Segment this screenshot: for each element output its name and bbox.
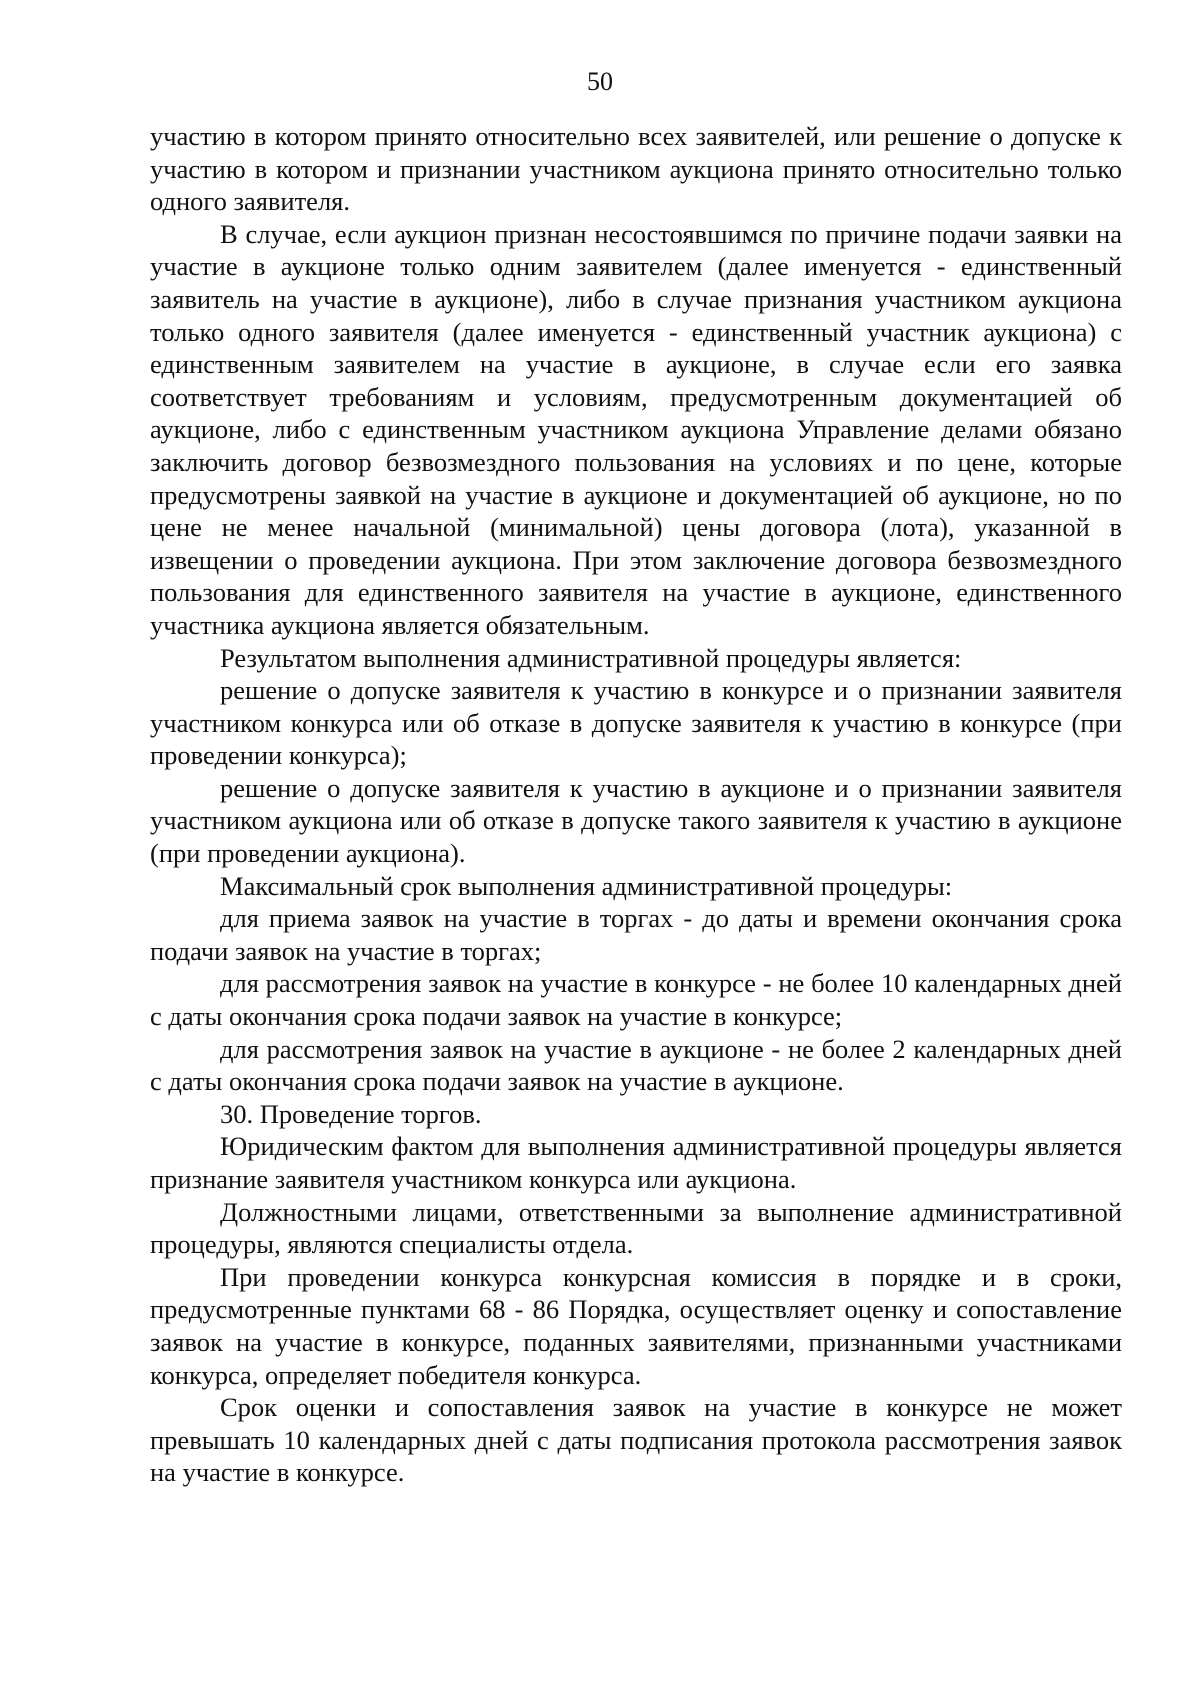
paragraph: Срок оценки и сопоставления заявок на участие в конкурсе не может превышать 10 календарных дней с даты подписания протокола рассмотрения заявок на участие в конкурсе.: [150, 1392, 1122, 1488]
paragraph: для рассмотрения заявок на участие в аукционе - не более 2 календарных дней с даты окончания срока подачи заявок на участие в аукционе.: [150, 1033, 1122, 1097]
paragraph: Максимальный срок выполнения административной процедуры:: [220, 870, 953, 901]
paragraph: для рассмотрения заявок на участие в конкурсе - не более 10 календарных дней с даты окончания срока подачи заявок на участие в конкурсе;: [150, 968, 1122, 1032]
paragraph: участию в котором принято относительно всех заявителей, или решение о допуске к участию в котором и признании участником аукциона принято относительно только одного заявителя.: [150, 121, 1122, 217]
paragraph: При проведении конкурса конкурсная комиссия в порядке и в сроки, предусмотренные пунктами 68 - 86 Порядка, осуществляет оценку и сопоставление заявок на участие в конкурсе, поданных заявителями, признанными участниками конкурса, определяет победителя конкурса.: [150, 1261, 1122, 1390]
document-body: [150, 120, 1122, 1489]
paragraph: В случае, если аукцион признан несостоявшимся по причине подачи заявки на участие в аукционе только одним заявителем (далее именуется - единственный заявитель на участие в аукционе), либо в случае признания участником аукциона только одного заявителя (далее именуется - единственный участник аукциона) с единственным заявителем на участие в аукционе, в случае если его заявка соответствует требованиям и условиям, предусмотренным документацией об аукционе, либо с единственным участником аукциона Управление делами обязано заключить договор безвозмездного пользования на условиях и по цене, которые предусмотрены заявкой на участие в аукционе и документацией об аукционе, но по цене не менее начальной (минимальной) цены договора (лота), указанной в извещении о проведении аукциона. При этом заключение договора безвозмездного пользования для единственного заявителя на участие в аукционе, единственного участника аукциона является обязательным.: [150, 218, 1122, 640]
paragraph: Должностными лицами, ответственными за выполнение административной процедуры, являются специалисты отдела.: [150, 1196, 1122, 1260]
paragraph: решение о допуске заявителя к участию в конкурсе и о признании заявителя участником конкурса или об отказе в допуске заявителя к участию в конкурсе (при проведении конкурса);: [150, 675, 1122, 771]
paragraph: решение о допуске заявителя к участию в аукционе и о признании заявителя участником аукциона или об отказе в допуске такого заявителя к участию в аукционе (при проведении аукциона).: [150, 772, 1122, 869]
page-number: 50: [587, 67, 613, 96]
paragraph: для приема заявок на участие в торгах - до даты и времени окончания срока подачи заявок на участие в торгах;: [150, 903, 1122, 966]
paragraph: 30. Проведение торгов.: [220, 1098, 482, 1129]
paragraph: Результатом выполнения административной процедуры является:: [220, 642, 962, 673]
paragraph: Юридическим фактом для выполнения административной процедуры является признание заявителя участником конкурса или аукциона.: [150, 1131, 1122, 1194]
